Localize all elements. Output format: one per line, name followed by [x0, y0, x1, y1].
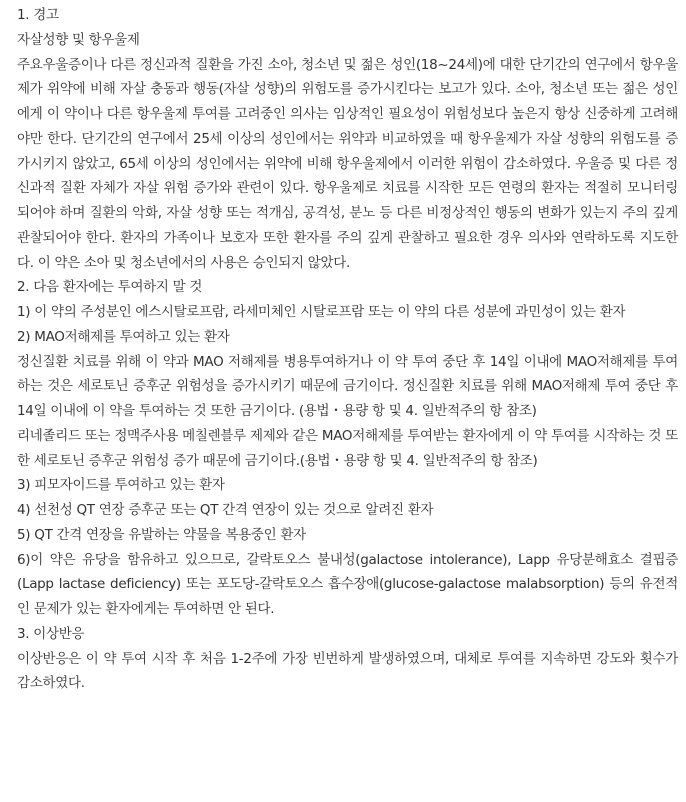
section-heading-adverse-reactions: 3. 이상반응 — [17, 625, 85, 642]
section-heading-contraindications: 2. 다음 환자에는 투여하지 말 것 — [17, 279, 203, 296]
contraindication-item-3: 3) 피모자이드를 투여하고 있는 환자 — [17, 477, 225, 494]
paragraph-linezolid: 리네졸리드 또는 정맥주사용 메칠렌블루 제제와 같은 MAO저해제를 투여받는 환자에게 이 약 투여를 시작하는 것 또한 세로토닌 증후군 위험성 증가 때문에 금기이다.(용법・용량 항 및 4. 일반적주의 항 참조) — [17, 427, 678, 469]
subheading-suicidality: 자살성향 및 항우울제 — [17, 31, 140, 48]
contraindication-item-6: 6)이 약은 유당을 함유하고 있으므로, 갈락토오스 불내성(galactose intolerance), Lapp 유당분해효소 결핍증(Lapp lactase deficiency) 또는 포도당-갈락토오스 흡수장애(glucose-galactose malabsorption) 등의 유전적인 문제가 있는 환자에게는 투여하면 안 된다. — [17, 551, 678, 617]
paragraph-mao-inhibitors: 정신질환 치료를 위해 이 약과 MAO 저해제를 병용투여하거나 이 약 투여 중단 후 14일 이내에 MAO저해제를 투여하는 것은 세로토닌 증후군 위험성을 증가시키기 때문에 금기이다. 정신질환 치료를 위해 MAO저해제 투여 중단 후 14일 이내에 이 약을 투여하는 것 또한 금기이다. (용법・용량 항 및 4. 일반적주의 항 참조) — [17, 353, 678, 419]
paragraph-suicidality: 주요우울증이나 다른 정신과적 질환을 가진 소아, 청소년 및 젊은 성인(18~24세)에 대한 단기간의 연구에서 항우울제가 위약에 비해 자살 충동과 행동(자살 성향)의 위험도를 증가시킨다는 보고가 있다. 소아, 청소년 또는 젊은 성인에게 이 약이나 다른 항우울제 투여를 고려중인 의사는 임상적인 필요성이 위험성보다 높은지 항상 신중하게 고려해야만 한다. 단기간의 연구에서 25세 이상의 성인에서는 위약과 비교하였을 때 항우울제가 자살 성향의 위험도를 증가시키지 않았고, 65세 이상의 성인에서는 위약에 비해 항우울제에서 이러한 위험이 감소하였다. 우울증 및 다른 정신과적 질환 자체가 자살 위험 증가와 관련이 있다. 항우울제로 치료를 시작한 모든 연령의 환자는 적절히 모니터링 되어야 하며 질환의 악화, 자살 성향 또는 적개심, 공격성, 분노 등 다른 비정상적인 행동의 변화가 있는지 주의 깊게 관찰되어야 한다. 환자의 가족이나 보호자 또한 환자를 주의 깊게 관찰하고 필요한 경우 의사와 연락하도록 지도한다. 이 약은 소아 및 청소년에서의 사용은 승인되지 않았다. — [17, 56, 678, 271]
contraindication-item-2: 2) MAO저해제를 투여하고 있는 환자 — [17, 328, 230, 345]
section-heading-warning: 1. 경고 — [17, 7, 59, 23]
contraindication-item-4: 4) 선천성 QT 연장 증후군 또는 QT 간격 연장이 있는 것으로 알려진 환자 — [17, 502, 434, 518]
contraindication-item-5: 5) QT 간격 연장을 유발하는 약물을 복용중인 환자 — [17, 526, 306, 543]
paragraph-adverse-reactions: 이상반응은 이 약 투여 시작 후 처음 1-2주에 가장 빈번하게 발생하였으며, 대체로 투여를 지속하면 강도와 횟수가 감소하였다. — [17, 650, 678, 692]
contraindication-item-1: 1) 이 약의 주성분인 에스시탈로프람, 라세미체인 시탈로프람 또는 이 약의 다른 성분에 과민성이 있는 환자 — [17, 304, 626, 320]
